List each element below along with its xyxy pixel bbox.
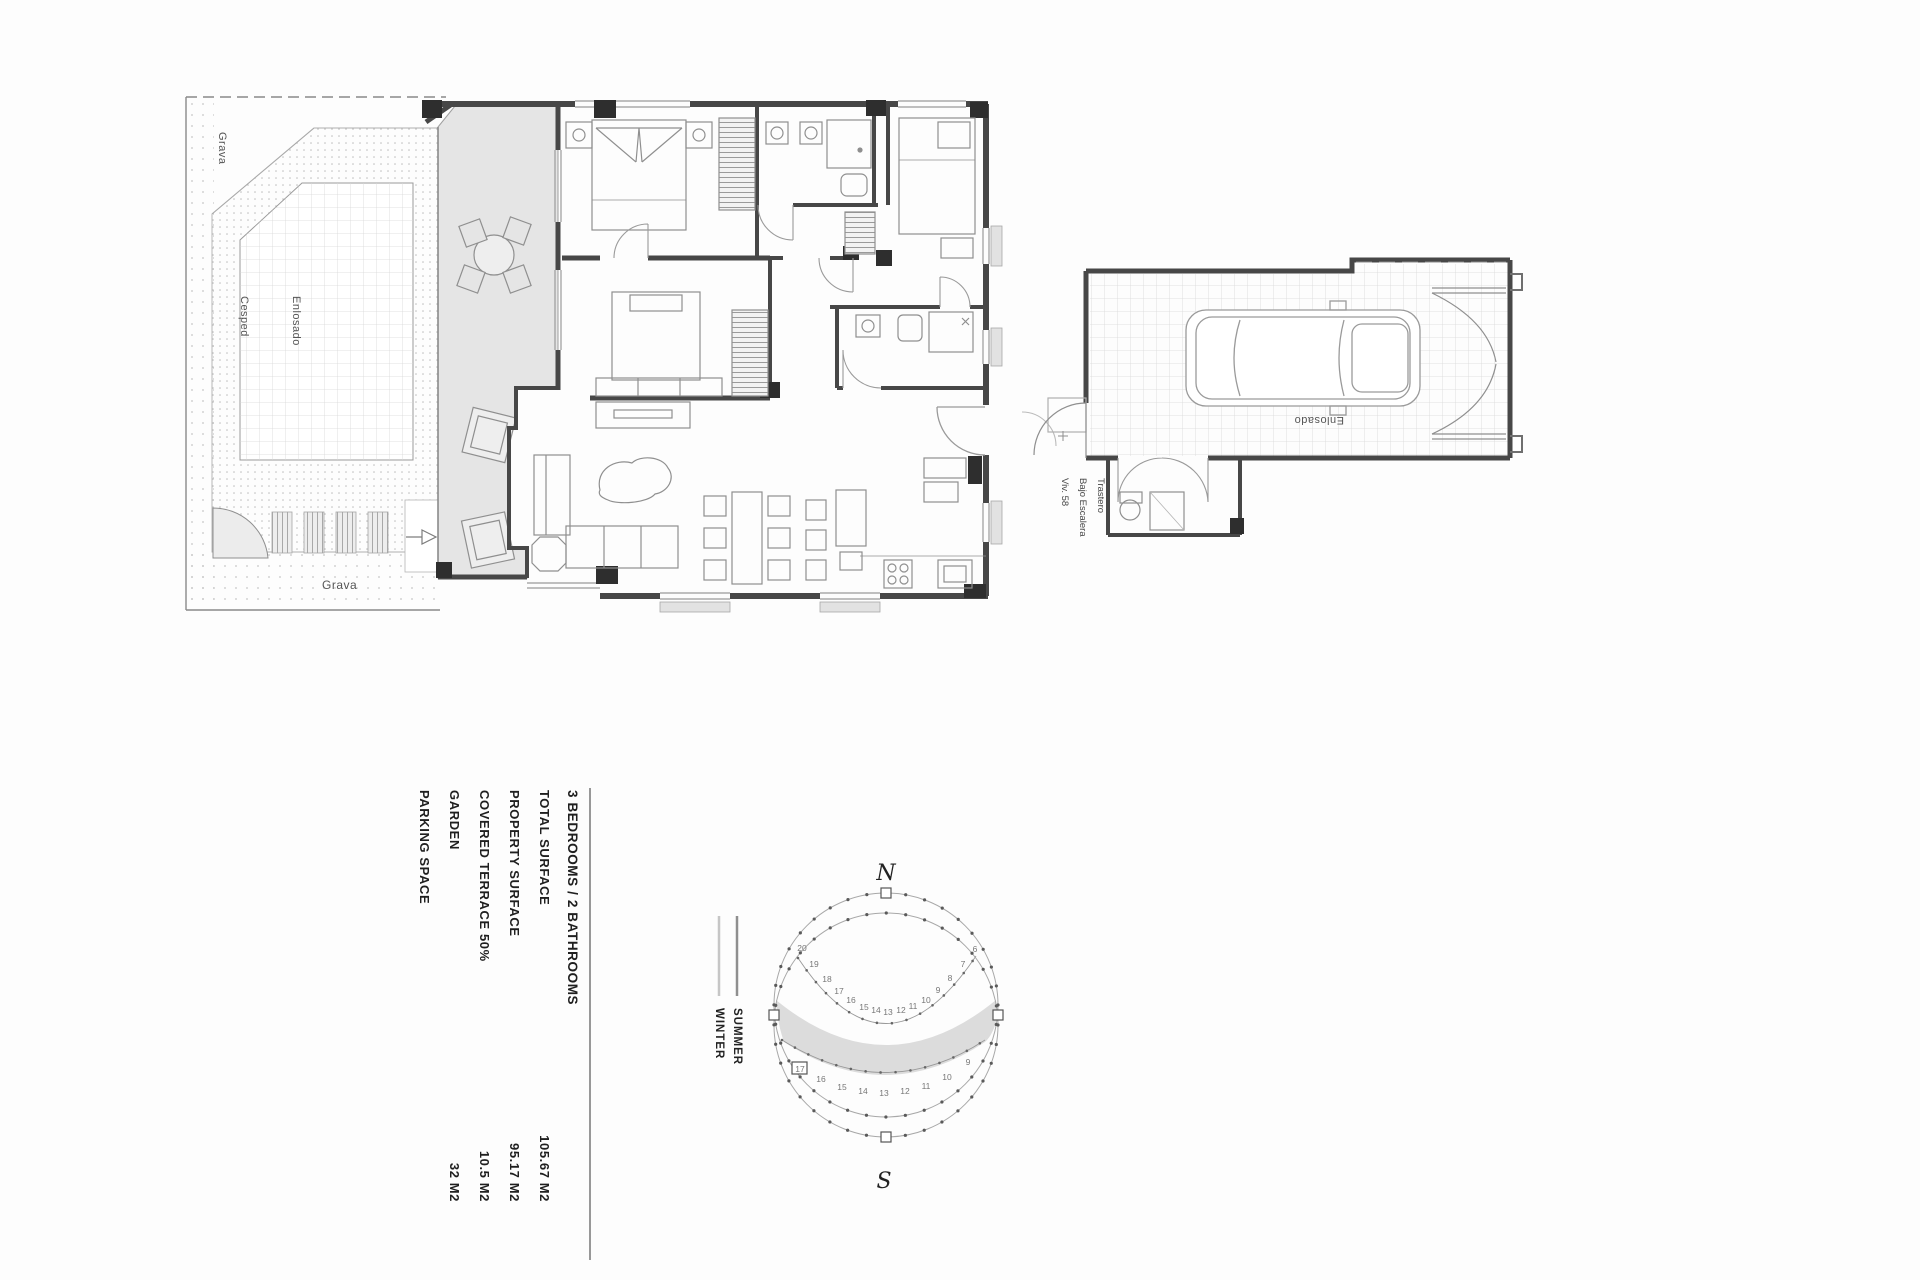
info-row-value: 32 M2: [447, 1162, 462, 1202]
info-row-label: PROPERTY SURFACE: [507, 790, 522, 937]
svg-text:20: 20: [797, 943, 807, 953]
legend-label-summer: SUMMER: [731, 1008, 743, 1066]
garden-label-enlosado: Enlosado: [290, 296, 302, 346]
garage-label-enlosado: Enlosado: [1294, 414, 1344, 426]
svg-text:11: 11: [921, 1081, 931, 1091]
svg-text:18: 18: [822, 974, 832, 984]
storage-label-2: Bajo Escalera: [1077, 478, 1088, 537]
svg-text:19: 19: [809, 959, 819, 969]
bed-double-1: [566, 120, 712, 230]
north-label: N: [876, 861, 896, 886]
info-header: 3 BEDROOMS / 2 BATHROOMS: [565, 790, 580, 1006]
sofa-set: [532, 455, 678, 571]
info-row-value: 105.67 M2: [537, 1135, 552, 1202]
entry-closet: [924, 458, 966, 502]
summer-circle: [774, 893, 998, 1117]
kitchen: [860, 556, 986, 588]
sun-diagram: [713, 861, 1003, 1194]
bathroom-1: [766, 120, 871, 196]
svg-text:17: 17: [834, 986, 844, 996]
svg-text:16: 16: [816, 1074, 826, 1084]
svg-text:14: 14: [871, 1005, 881, 1015]
svg-text:9: 9: [965, 1057, 971, 1067]
gravel-band-left: [188, 99, 214, 607]
storage-label-3: Viv. 58: [1059, 478, 1070, 507]
bed-single: [899, 118, 975, 258]
svg-text:12: 12: [900, 1086, 910, 1096]
tv-sideboard: [596, 402, 690, 428]
svg-text:16: 16: [846, 995, 856, 1005]
bathroom-2: [856, 312, 973, 352]
terrace: [438, 106, 558, 578]
info-table: [417, 788, 590, 1260]
info-row-label: COVERED TERRACE 50%: [477, 790, 492, 962]
rug: [599, 458, 671, 503]
info-row-value: 10.5 M2: [477, 1150, 492, 1202]
info-row-label: TOTAL SURFACE: [537, 790, 552, 906]
garden-label-cesped: Cesped: [238, 296, 250, 337]
garden-label-grava-bottom: Grava: [322, 578, 358, 592]
info-row-label: GARDEN: [447, 790, 462, 850]
car: [1186, 301, 1420, 415]
garden-label-grava-top: Grava: [216, 132, 228, 165]
svg-text:7: 7: [960, 959, 966, 969]
svg-text:10: 10: [921, 995, 931, 1005]
terrace-floor: [438, 106, 558, 578]
wardrobe-2: [732, 310, 768, 396]
side-cabinet-chairs: [806, 490, 866, 580]
hall-closet: [845, 212, 875, 254]
gravel-band-bottom: [188, 552, 438, 608]
svg-text:13: 13: [879, 1088, 889, 1098]
svg-text:9: 9: [935, 985, 941, 995]
svg-text:11: 11: [908, 1001, 918, 1011]
bed-double-2: [596, 292, 722, 396]
summer-circle-dots: [774, 893, 998, 1117]
paved-patio-grid: [240, 183, 413, 460]
info-row-label: PARKING SPACE: [417, 790, 432, 905]
svg-text:14: 14: [858, 1086, 868, 1096]
svg-text:8: 8: [947, 973, 953, 983]
storage-label-1: Trastero: [1095, 478, 1106, 514]
garden-area: [186, 97, 446, 610]
legend-label-winter: WINTER: [713, 1008, 725, 1060]
garage-entry-door: [1034, 398, 1086, 458]
svg-text:15: 15: [837, 1082, 847, 1092]
storage-room: [1108, 458, 1244, 535]
south-label: S: [876, 1169, 892, 1194]
summer-hours: [797, 943, 977, 1017]
svg-text:17: 17: [795, 1064, 805, 1074]
info-row-value: 95.17 M2: [507, 1142, 522, 1202]
dining-set: [704, 492, 790, 584]
svg-text:6: 6: [972, 944, 978, 954]
svg-text:13: 13: [883, 1007, 893, 1017]
svg-text:10: 10: [942, 1072, 952, 1082]
svg-text:12: 12: [896, 1005, 906, 1015]
garage-plan: [1034, 260, 1522, 537]
wardrobe-1: [719, 118, 755, 210]
svg-text:15: 15: [859, 1002, 869, 1012]
